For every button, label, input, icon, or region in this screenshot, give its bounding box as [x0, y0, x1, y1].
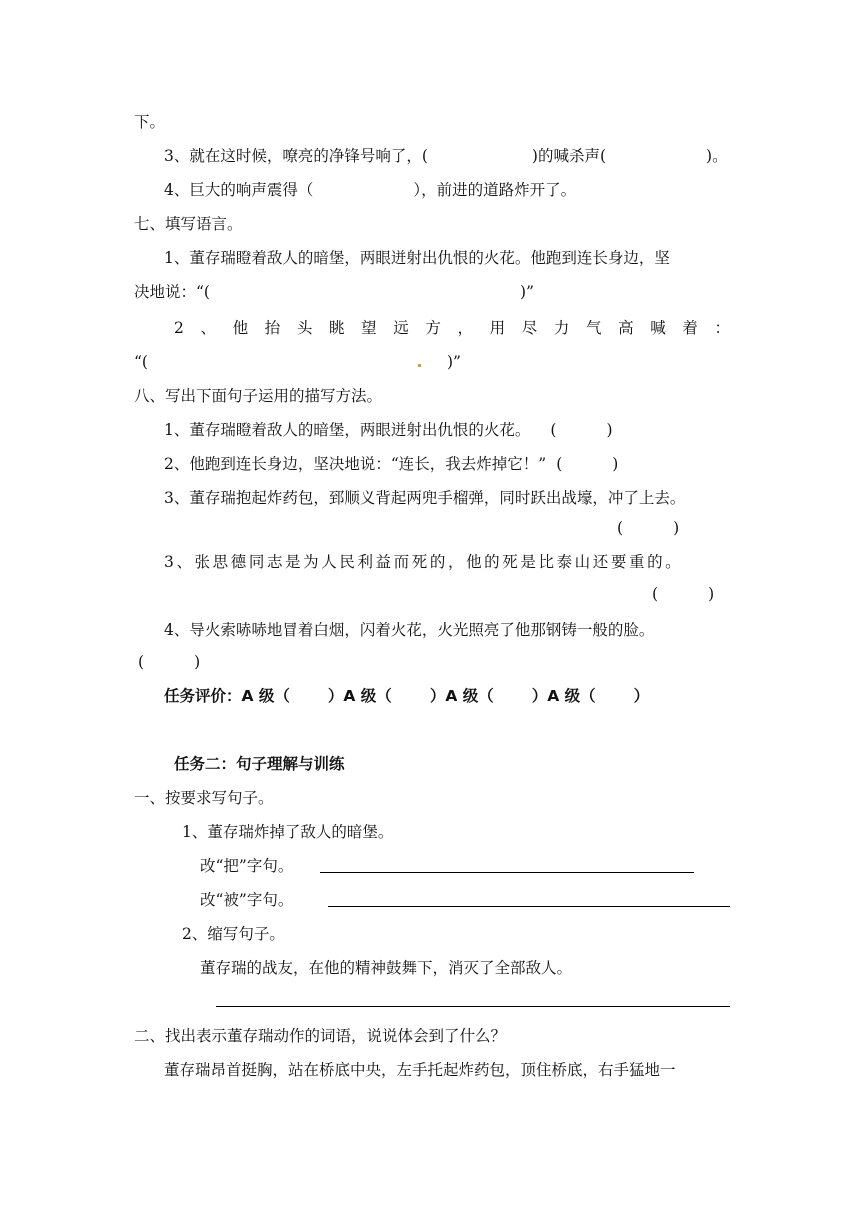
grade-label: ）A 级（	[327, 687, 392, 705]
fill-blank-item	[164, 180, 576, 200]
item-text: 2、他跑到连长身边，坚决地说：“连长，我去炸掉它！”	[164, 455, 547, 473]
heading-text: 任务二：句子理解与训练	[174, 755, 345, 773]
line-text: 2、缩写句子。	[182, 925, 285, 943]
item-text: 3、就在这时候，嘹亮的净锋号响了，(	[164, 147, 428, 165]
heading-text: 二、找出表示董存瑞动作的词语，说说体会到了什么？	[134, 1027, 507, 1045]
line-text: 1、董存瑞炸掉了敌人的暗堡。	[182, 823, 394, 841]
grade-label: 任务评价：A 级（	[164, 687, 290, 705]
spread-char: 远	[393, 319, 409, 337]
spread-char: ：	[714, 319, 730, 337]
paren-open: (	[550, 421, 557, 439]
item-text: 1、董存瑞瞪着敌人的暗堡，两眼迸射出仇恨的火花。	[164, 421, 531, 439]
heading-text: 八、写出下面句子运用的描写方法。	[134, 387, 383, 405]
heading-text: 七、填写语言。	[134, 215, 243, 233]
text-line	[182, 822, 393, 842]
paren-open: (	[556, 455, 563, 473]
paren-open: (	[652, 585, 659, 603]
grade-label: ）	[633, 687, 650, 705]
answer-parens	[617, 518, 679, 538]
spread-char: 头	[296, 319, 313, 337]
paren-close: )	[673, 519, 680, 537]
item-text: )”	[519, 283, 534, 301]
spread-text-line	[174, 318, 730, 338]
spread-char: 着	[682, 319, 698, 337]
section-heading	[134, 1026, 506, 1046]
spread-char: 喊	[650, 319, 666, 337]
text-line	[164, 1060, 676, 1080]
fill-blank-item	[134, 352, 461, 372]
line-text: 3、董存瑞抱起炸药包，郅顺义背起两兜手榴弹，同时跃出战壕，冲了上去。	[164, 489, 686, 507]
spread-char: 用	[489, 319, 506, 337]
item-text: )的喊杀声(	[531, 147, 607, 165]
answer-item	[164, 454, 618, 474]
spread-char: 、	[200, 319, 216, 337]
section-heading	[134, 386, 382, 406]
item-text: 4、巨大的响声震得（	[164, 181, 314, 199]
section-heading	[134, 214, 243, 234]
item-text: )”	[446, 353, 461, 371]
marker-dot	[418, 364, 421, 367]
paren-close: )	[606, 421, 613, 439]
spread-char: 气	[585, 319, 602, 337]
line-text: 3、张思德同志是为人民利益而死的，他的死是比泰山还要重的。	[164, 553, 684, 571]
item-text: )。	[706, 147, 728, 165]
text-line	[200, 958, 572, 978]
answer-item	[164, 420, 613, 440]
prompt-text: 改“把”字句。	[200, 857, 294, 875]
text-line	[134, 112, 165, 132]
item-text: “(	[134, 353, 148, 371]
spread-char: 方	[425, 319, 441, 337]
heading-text: 一、按要求写句子。	[134, 789, 274, 807]
grade-label: ）A 级（	[429, 687, 494, 705]
spread-char: ，	[457, 319, 473, 337]
text-line	[164, 248, 670, 268]
answer-line[interactable]	[216, 1006, 730, 1007]
paren-close: )	[612, 455, 619, 473]
text-line	[164, 552, 683, 572]
text-line	[182, 924, 285, 944]
line-text: 4、导火索哧哧地冒着白烟，闪着火花，火光照亮了他那钢铸一般的脸。	[164, 621, 655, 639]
fill-blank-item	[134, 282, 534, 302]
item-text: 决地说：“(	[134, 283, 210, 301]
line-text: 董存瑞的战友，在他的精神鼓舞下，消灭了全部敌人。	[200, 959, 573, 977]
line-text: 董存瑞昂首挺胸，站在桥底中央，左手托起炸药包，顶住桥底，右手猛地一	[164, 1061, 676, 1079]
spread-char: 2	[174, 319, 184, 337]
line-text: 1、董存瑞瞪着敌人的暗堡，两眼迸射出仇恨的火花。他跑到连长身边，坚	[164, 249, 670, 267]
item-text: ），前进的道路炸开了。	[413, 181, 577, 199]
rewrite-prompt	[200, 856, 293, 876]
paren-close: )	[708, 585, 715, 603]
text-line	[164, 620, 654, 640]
grade-label: ）A 级（	[531, 687, 596, 705]
fill-blank-item	[164, 146, 728, 166]
spread-char: 眺	[328, 319, 345, 337]
answer-line[interactable]	[320, 872, 694, 873]
spread-char: 望	[361, 319, 377, 337]
rewrite-prompt	[200, 890, 293, 910]
task-heading	[174, 754, 345, 774]
paren-open: (	[617, 519, 624, 537]
spread-char: 力	[553, 319, 570, 337]
text-line	[164, 488, 685, 508]
line-text: 下。	[134, 113, 166, 131]
spread-char: 抬	[264, 319, 281, 337]
task-evaluation	[164, 686, 649, 706]
prompt-text: 改“被”字句。	[200, 891, 294, 909]
answer-line[interactable]	[328, 906, 730, 907]
spread-char: 尽	[521, 319, 538, 337]
answer-parens	[652, 584, 714, 604]
section-heading	[134, 788, 274, 808]
paren-close: )	[194, 653, 201, 671]
paren-open: (	[138, 653, 145, 671]
answer-parens	[138, 652, 200, 672]
spread-char: 高	[618, 319, 634, 337]
spread-char: 他	[232, 319, 249, 337]
